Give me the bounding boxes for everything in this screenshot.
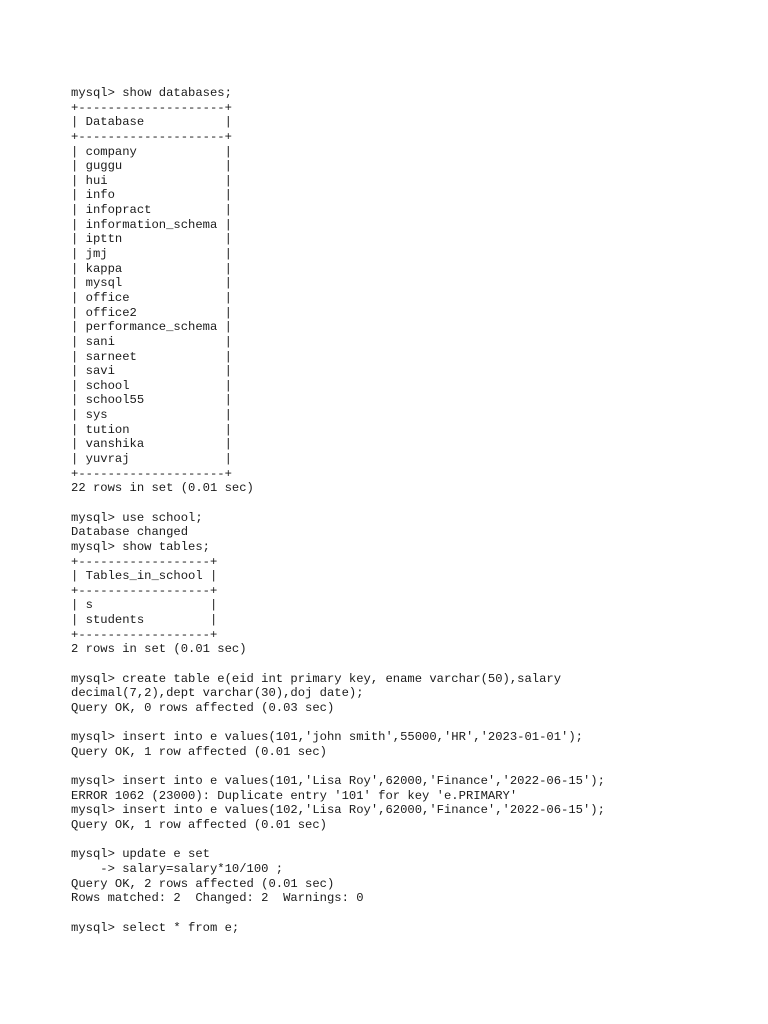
result-status: 2 rows in set (0.01 sec) (71, 642, 247, 657)
error-message: ERROR 1062 (23000): Duplicate entry '101' for key 'e.PRIMARY' (71, 788, 518, 803)
table-border: +--------------------+ (71, 466, 232, 481)
table-row: | s | (71, 598, 218, 613)
table-row: | office | (71, 290, 232, 305)
table-header: | Database | (71, 115, 232, 130)
table-row: | yuvraj | (71, 452, 232, 467)
table-row: | jmj | (71, 247, 232, 262)
terminal-output (71, 86, 751, 935)
table-row: | vanshika | (71, 437, 232, 452)
result-status: Query OK, 2 rows affected (0.01 sec) (71, 876, 335, 891)
table-row: | students | (71, 613, 218, 628)
command-line: mysql> insert into e values(102,'Lisa Roy',62000,'Finance','2022-06-15'); (71, 803, 605, 818)
command-continuation: -> salary=salary*10/100 ; (71, 861, 284, 876)
command-line: mysql> select * from e; (71, 920, 240, 935)
blank-line (71, 833, 751, 848)
command-line: mysql> insert into e values(101,'Lisa Roy',62000,'Finance','2022-06-15'); (71, 774, 605, 789)
table-row: | performance_schema | (71, 320, 232, 335)
table-row: | school | (71, 378, 232, 393)
table-border: +--------------------+ (71, 100, 232, 115)
command-line: mysql> use school; (71, 510, 203, 525)
table-row: | information_schema | (71, 217, 232, 232)
blank-line (71, 759, 751, 774)
command-continuation: decimal(7,2),dept varchar(30),doj date); (71, 686, 364, 701)
table-row: | hui | (71, 173, 232, 188)
result-status: Query OK, 1 row affected (0.01 sec) (71, 744, 327, 759)
table-border: +------------------+ (71, 583, 218, 598)
table-row: | kappa | (71, 261, 232, 276)
table-row: | info | (71, 188, 232, 203)
blank-line (71, 716, 751, 731)
blank-line (71, 657, 751, 672)
command-line: mysql> show databases; (71, 86, 232, 100)
blank-line (71, 906, 751, 921)
result-status: Query OK, 0 rows affected (0.03 sec) (71, 700, 335, 715)
table-row: | sani | (71, 334, 232, 349)
table-row: | infopract | (71, 203, 232, 218)
table-row: | office2 | (71, 305, 232, 320)
table-border: +--------------------+ (71, 129, 232, 144)
table-border: +------------------+ (71, 627, 218, 642)
table-row: | sarneet | (71, 349, 232, 364)
command-line: mysql> insert into e values(101,'john smith',55000,'HR','2023-01-01'); (71, 730, 583, 745)
table-row: | school55 | (71, 393, 232, 408)
table-row: | tution | (71, 422, 232, 437)
table-row: | savi | (71, 364, 232, 379)
result-status: Query OK, 1 row affected (0.01 sec) (71, 818, 327, 833)
table-row: | sys | (71, 408, 232, 423)
result-status: 22 rows in set (0.01 sec) (71, 481, 254, 496)
table-row: | company | (71, 144, 232, 159)
command-line: mysql> show tables; (71, 539, 210, 554)
table-border: +------------------+ (71, 554, 218, 569)
table-row: | mysql | (71, 276, 232, 291)
blank-line (71, 496, 751, 511)
command-line: mysql> create table e(eid int primary key, ename varchar(50),salary (71, 671, 562, 686)
table-row: | ipttn | (71, 232, 232, 247)
command-line: mysql> update e set (71, 847, 210, 862)
table-header: | Tables_in_school | (71, 569, 218, 584)
result-status: Database changed (71, 525, 189, 540)
table-row: | guggu | (71, 159, 232, 174)
result-status: Rows matched: 2 Changed: 2 Warnings: 0 (71, 891, 364, 906)
